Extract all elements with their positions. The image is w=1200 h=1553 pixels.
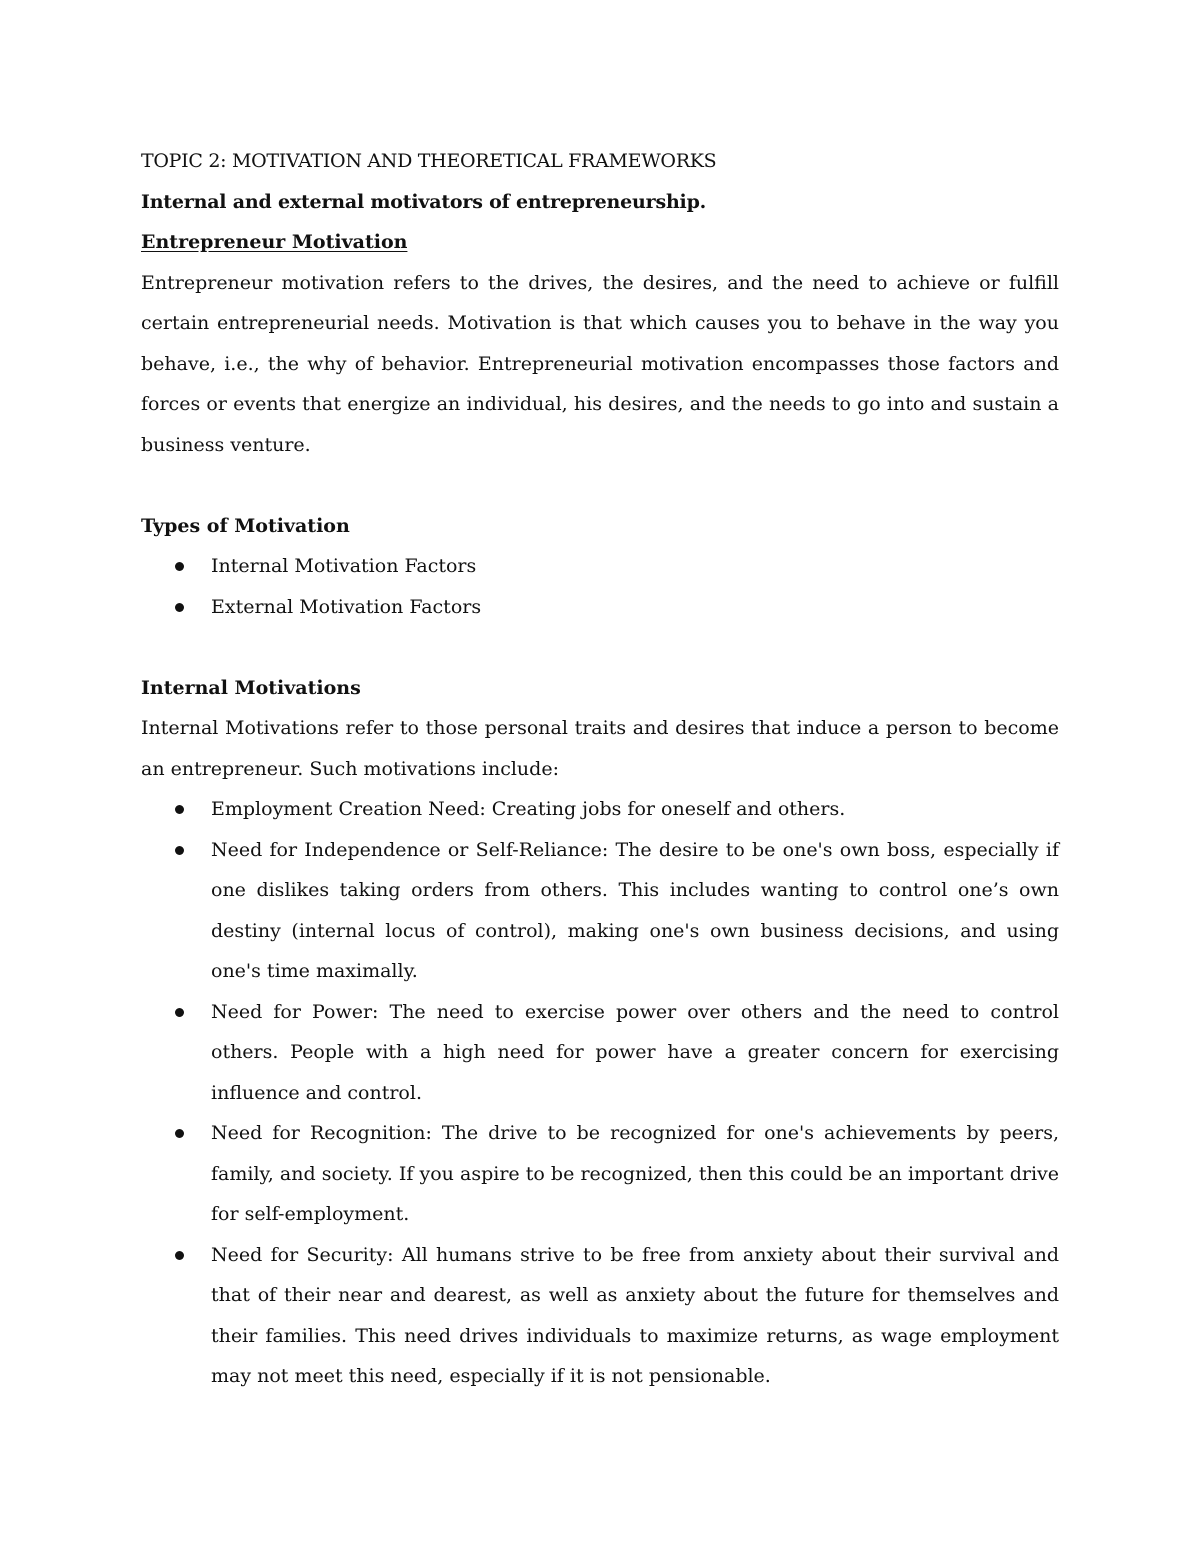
list-item [141,1235,1059,1397]
entrepreneur-motivation-heading: Entrepreneur Motivation [141,231,408,253]
bullet-icon [175,1008,184,1017]
list-item [141,587,1059,628]
topic-title: TOPIC 2: MOTIVATION AND THEORETICAL FRAMEWORKS [141,150,717,172]
list-item-text: Employment Creation Need: Creating jobs for oneself and others. [211,798,846,820]
spacer [141,465,1059,506]
list-item [141,1113,1059,1235]
internal-motivations-intro: Internal Motivations refer to those personal traits and desires that induce a person to become an entrepreneur. Such motivations include: [141,717,1059,780]
list-item [141,830,1059,992]
types-of-motivation-heading: Types of Motivation [141,514,350,537]
entrepreneur-motivation-paragraph: Entrepreneur motivation refers to the drives, the desires, and the need to achieve or fulfill certain entrepreneurial needs. Motivation is that which causes you to behave in the way you behave, i.e., the why of behavior. Entrepreneurial motivation encompasses those factors and forces or events that energize an individual, his desires, and the needs to go into and sustain a business venture. [141,271,1059,456]
list-item-text: Need for Security: All humans strive to be free from anxiety about their survival and that of their near and dearest, as well as anxiety about the future for themselves and their families. This need drives individuals to maximize returns, as wage employment may not meet this need, especially if it is not pensionable. [211,1243,1059,1387]
bullet-icon [175,805,184,814]
list-item-text: Internal Motivation Factors [211,555,477,577]
internal-motivations-list [141,789,1059,1397]
internal-motivations-heading: Internal Motivations [141,676,361,699]
list-item [141,789,1059,830]
document-page [141,141,1059,1397]
bullet-icon [175,1251,184,1260]
bullet-icon [175,1129,184,1138]
types-of-motivation-list [141,546,1059,627]
bullet-icon [175,603,184,612]
list-item [141,992,1059,1114]
list-item-text: Need for Independence or Self-Reliance: The desire to be one's own boss, especially if one dislikes taking orders from others. This includes wanting to control one’s own destiny (internal locus of control), making one's own business decisions, and using one's time maximally. [211,838,1059,982]
list-item-text: Need for Recognition: The drive to be recognized for one's achievements by peers, family, and society. If you aspire to be recognized, then this could be an important drive for self-employment. [211,1122,1059,1225]
spacer [141,627,1059,668]
subtitle: Internal and external motivators of entrepreneurship. [141,190,707,213]
bullet-icon [175,846,184,855]
bullet-icon [175,562,184,571]
list-item-text: Need for Power: The need to exercise power over others and the need to control others. People with a high need for power have a greater concern for exercising influence and control. [211,1000,1059,1104]
list-item-text: External Motivation Factors [211,595,482,618]
list-item [141,546,1059,587]
